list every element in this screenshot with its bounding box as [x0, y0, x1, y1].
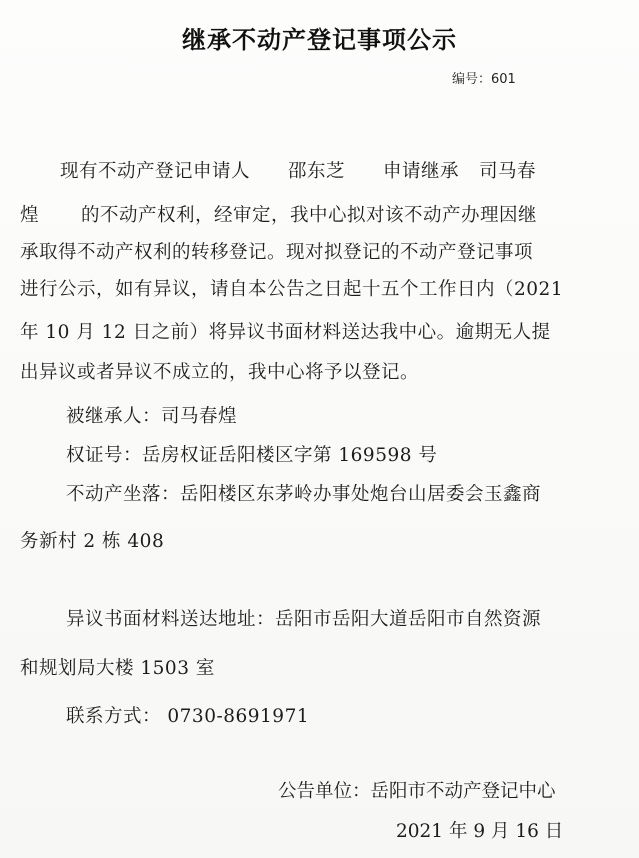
objection-address-line-1: 异议书面材料送达地址：岳阳市岳阳大道岳阳市自然资源: [66, 609, 542, 630]
paragraph-line-2: [20, 201, 537, 227]
document-title: 继承不动产登记事项公示: [182, 26, 457, 54]
text-apply-inherit: 申请继承: [383, 161, 460, 182]
text-applicant-intro: 现有不动产登记申请人: [60, 161, 251, 182]
applicant-name: 邵东芝: [288, 161, 346, 182]
paragraph-line-6: 出异议或者异议不成立的，我中心将予以登记。: [20, 362, 420, 383]
property-location-line-1: 不动产坐落：岳阳楼区东茅岭办事处炮台山居委会玉鑫商: [66, 484, 542, 505]
certificate-number-line: 权证号：岳房权证岳阳楼区字第 169598 号: [66, 445, 438, 466]
text-line-2: 的不动产权利，经审定，我中心拟对该不动产办理因继: [81, 205, 538, 226]
objection-address-line-2: 和规划局大楼 1503 室: [20, 658, 215, 679]
document-number: 编号：601: [452, 72, 516, 87]
decedent-line: 被继承人：司马春煌: [66, 406, 238, 427]
paragraph-line-4: 进行公示，如有异议，请自本公告之日起十五个工作日内（2021: [20, 279, 564, 300]
decedent-name-part1: 司马春: [479, 161, 537, 182]
issue-date: 2021 年 9 月 16 日: [396, 821, 564, 842]
decedent-name-part2: 煌: [20, 205, 40, 226]
issuer-line: 公告单位：岳阳市不动产登记中心: [278, 781, 556, 802]
contact-line: 联系方式： 0730-8691971: [66, 706, 310, 727]
paragraph-line-3: 承取得不动产权利的转移登记。现对拟登记的不动产登记事项: [20, 242, 534, 263]
paragraph-line-1: [60, 157, 536, 183]
property-location-line-2: 务新村 2 栋 408: [20, 531, 165, 552]
paragraph-line-5: 年 10 月 12 日之前）将异议书面材料送达我中心。逾期无人提: [20, 322, 551, 343]
